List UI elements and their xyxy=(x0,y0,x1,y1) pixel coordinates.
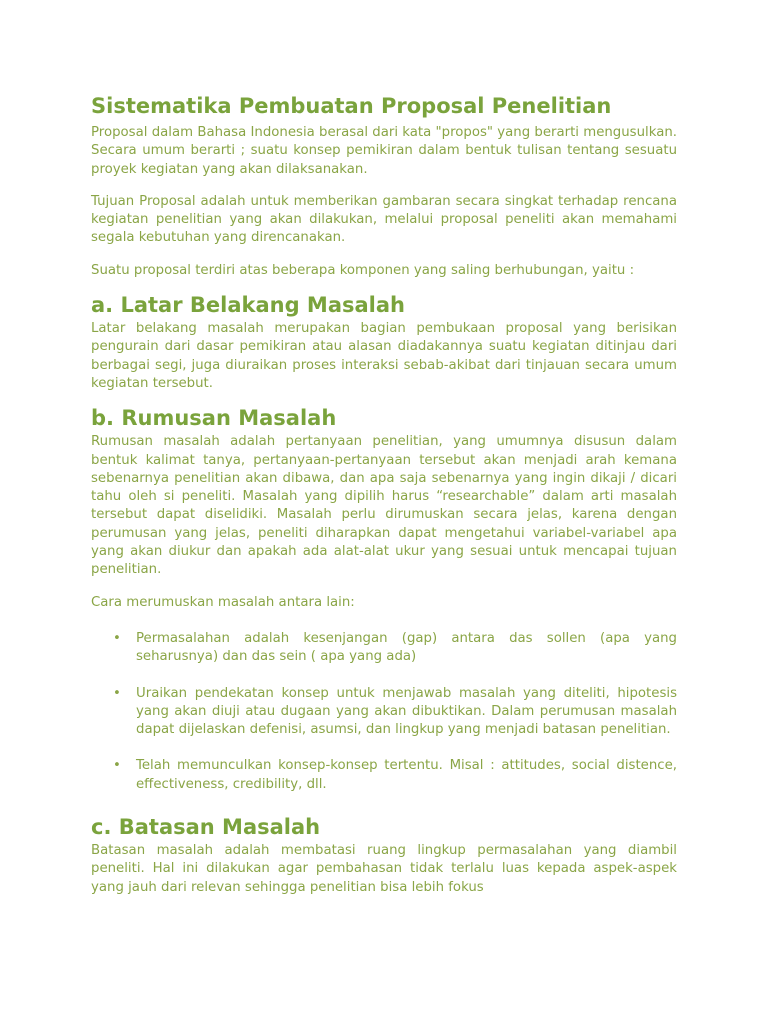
bullet-icon: • xyxy=(113,685,121,701)
list-item xyxy=(91,685,677,740)
list-item xyxy=(91,630,677,667)
list-item xyxy=(91,757,677,794)
rumusan-masalah-paragraph: Rumusan masalah adalah pertanyaan penelitian, yang umumnya disusun dalam bentuk kalimat tanya, pertanyaan-pertanyaan tersebut akan menjadi arah kemana sebenarnya penelitian akan dibawa, dan apa saja sebenarnya yang ingin dikaji / dicari tahu oleh si peneliti. Masalah yang dipilih harus “researchable” dalam arti masalah tersebut dapat diselidiki. Masalah perlu dirumuskan secara jelas, karena dengan perumusan yang jelas, peneliti diharapkan dapat mengetahui variabel-variabel apa yang akan diukur dan apakah ada alat-alat ukur yang sesuai untuk mencapai tujuan penelitian. xyxy=(91,434,677,578)
intro-paragraph-2: Tujuan Proposal adalah untuk memberikan gambaran secara singkat terhadap rencana kegiatan penelitian yang akan dilakukan, melalui proposal peneliti akan memahami segala kebutuhan yang direncanakan. xyxy=(91,193,677,246)
section-heading-rumusan-masalah: b. Rumusan Masalah xyxy=(91,406,337,431)
section-heading-latar-belakang: a. Latar Belakang Masalah xyxy=(91,293,405,318)
list-item-text: Telah memunculkan konsep-konsep tertentu. Misal : attitudes, social distence, effectiveness, credibility, dll. xyxy=(136,758,677,792)
cara-merumuskan-paragraph: Cara merumuskan masalah antara lain: xyxy=(91,594,355,610)
section-heading-batasan-masalah: c. Batasan Masalah xyxy=(91,815,321,840)
batasan-masalah-paragraph: Batasan masalah adalah membatasi ruang lingkup permasalahan yang diambil peneliti. Hal ini dilakukan agar pembahasan tidak terlalu luas kepada aspek-aspek yang jauh dari relevan sehingga penelitian bisa lebih fokus xyxy=(91,843,677,895)
document-page xyxy=(91,88,677,897)
bullet-icon: • xyxy=(113,758,121,774)
bullet-icon: • xyxy=(113,630,121,646)
intro-paragraph-1: Proposal dalam Bahasa Indonesia berasal dari kata "propos" yang berarti mengusulkan. Secara umum berarti ; suatu konsep pemikiran dalam bentuk tulisan tentang sesuatu proyek kegiatan yang akan dilaksanakan. xyxy=(91,125,677,177)
latar-belakang-paragraph: Latar belakang masalah merupakan bagian pembukaan proposal yang berisikan pengurain dari dasar pemikiran atau alasan diadakannya suatu kegiatan ditinjau dari berbagai segi, juga diuraikan proses interaksi sebab-akibat dari tinjauan secara umum kegiatan tersebut. xyxy=(91,321,677,391)
intro-paragraph-3: Suatu proposal terdiri atas beberapa komponen yang saling berhubungan, yaitu : xyxy=(91,262,635,278)
page-title: Sistematika Pembuatan Proposal Penelitian xyxy=(91,94,612,118)
list-item-text: Uraikan pendekatan konsep untuk menjawab masalah yang diteliti, hipotesis yang akan diuji atau dugaan yang akan dibuktikan. Dalam perumusan masalah dapat dijelaskan defenisi, asumsi, dan lingkup yang menjadi batasan penelitian. xyxy=(136,685,677,738)
list-item-text: Permasalahan adalah kesenjangan (gap) antara das sollen (apa yang seharusnya) dan das sein ( apa yang ada) xyxy=(136,630,677,665)
rumusan-masalah-list xyxy=(91,630,677,794)
